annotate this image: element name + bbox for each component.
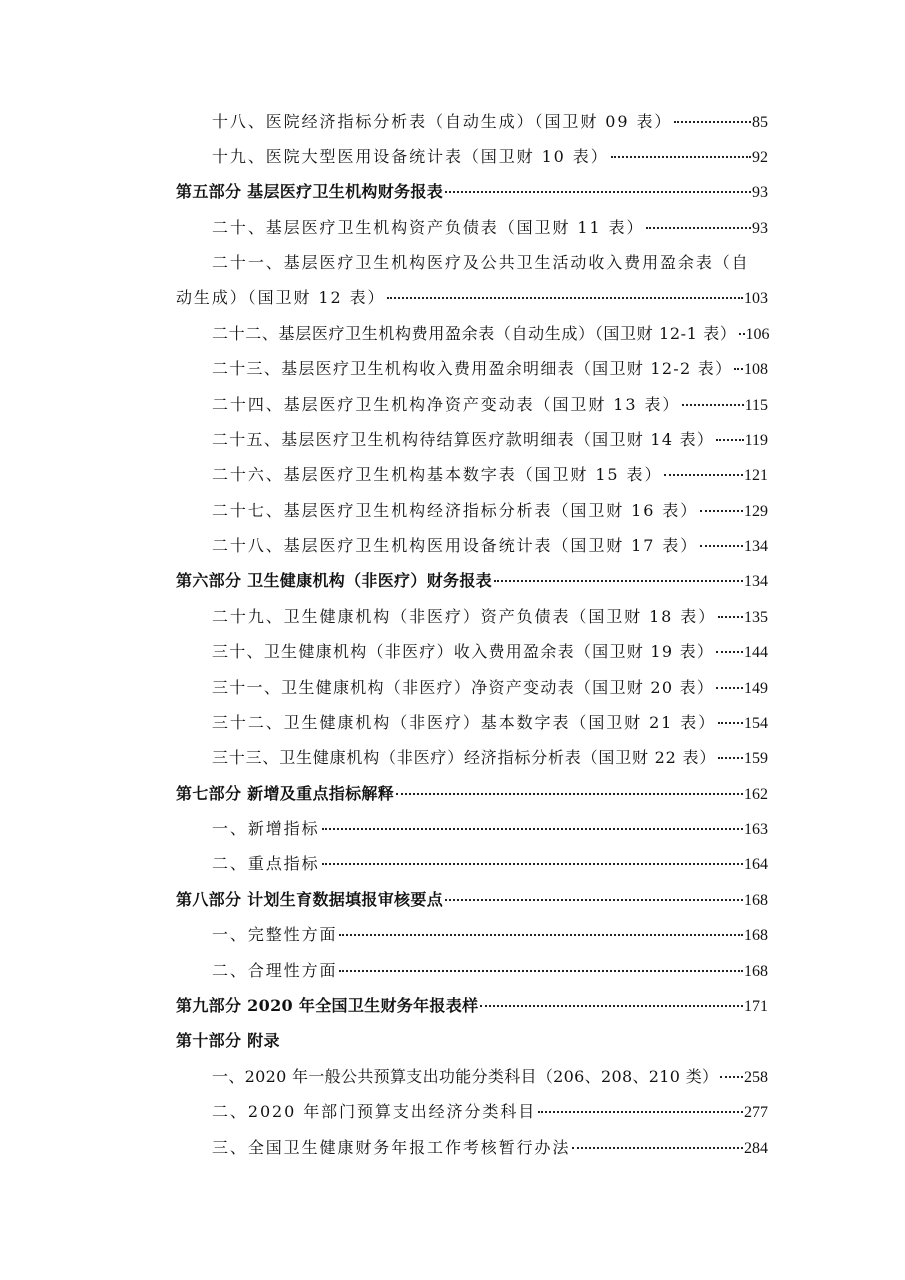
toc-entry-page: 134 bbox=[744, 538, 768, 555]
toc-entry-title: 二、重点指标 bbox=[212, 854, 320, 873]
dot-leader bbox=[445, 899, 743, 901]
dot-leader bbox=[322, 828, 743, 830]
toc-entry-page: 119 bbox=[744, 432, 768, 449]
toc-entry-page: 135 bbox=[744, 609, 768, 626]
toc-entry[interactable] bbox=[212, 960, 768, 982]
toc-entry[interactable] bbox=[212, 747, 768, 769]
toc-entry-title: 一、新增指标 bbox=[212, 819, 320, 838]
toc-entry-title: 十八、医院经济指标分析表（自动生成）（国卫财 09 表） bbox=[212, 112, 673, 131]
toc-entry[interactable] bbox=[212, 464, 768, 486]
toc-entry-page: 103 bbox=[744, 290, 768, 307]
dot-leader bbox=[387, 297, 743, 299]
toc-entry-title: 第十部分 附录 bbox=[176, 1031, 280, 1050]
dot-leader bbox=[716, 651, 743, 653]
toc-entry-title: 二十二、基层医疗卫生机构费用盈余表（自动生成）（国卫财 12-1 表） bbox=[212, 324, 737, 343]
toc-entry-page: 284 bbox=[744, 1140, 768, 1157]
toc-entry-title: 二十九、卫生健康机构（非医疗）资产负债表（国卫财 18 表） bbox=[212, 607, 717, 626]
toc-entry-page: 168 bbox=[744, 963, 768, 980]
toc-entry-page: 168 bbox=[744, 892, 768, 909]
toc-entry[interactable] bbox=[212, 394, 768, 416]
toc-entry-title: 一、2020 年一般公共预算支出功能分类科目（206、208、210 类） bbox=[212, 1067, 719, 1086]
toc-entry-page: 168 bbox=[744, 927, 768, 944]
toc-entry[interactable] bbox=[212, 606, 768, 628]
toc-entry-page: 162 bbox=[744, 786, 768, 803]
toc-entry-title: 三十一、卫生健康机构（非医疗）净资产变动表（国卫财 20 表） bbox=[212, 678, 715, 697]
dot-leader bbox=[445, 191, 751, 193]
toc-entry[interactable] bbox=[212, 712, 768, 734]
dot-leader bbox=[646, 227, 751, 229]
toc-entry-page: 144 bbox=[744, 644, 768, 661]
dot-leader bbox=[718, 722, 743, 724]
toc-entry-page: 92 bbox=[752, 149, 768, 166]
dot-leader bbox=[538, 1111, 743, 1113]
toc-entry[interactable] bbox=[212, 111, 768, 133]
dot-leader bbox=[664, 474, 743, 476]
toc-entry-title: 二十六、基层医疗卫生机构基本数字表（国卫财 15 表） bbox=[212, 465, 663, 484]
toc-entry-page: 93 bbox=[752, 220, 768, 237]
toc-entry[interactable] bbox=[212, 358, 768, 380]
toc-entry-title: 十九、医院大型医用设备统计表（国卫财 10 表） bbox=[212, 147, 609, 166]
toc-entry[interactable] bbox=[212, 677, 768, 699]
toc-entry[interactable] bbox=[212, 853, 768, 875]
toc-entry[interactable] bbox=[212, 641, 768, 663]
toc-entry[interactable] bbox=[212, 818, 768, 840]
toc-entry-page: 93 bbox=[752, 184, 768, 201]
toc-entry-title: 动生成）（国卫财 12 表） bbox=[176, 288, 386, 307]
toc-entry-title: 二十八、基层医疗卫生机构医用设备统计表（国卫财 17 表） bbox=[212, 536, 699, 555]
dot-leader bbox=[700, 545, 743, 547]
toc-entry-page: 159 bbox=[744, 750, 768, 767]
toc-entry-page: 277 bbox=[744, 1104, 768, 1121]
toc-entry-title: 第五部分 基层医疗卫生机构财务报表 bbox=[176, 182, 444, 201]
toc-part-heading[interactable] bbox=[176, 181, 768, 203]
toc-entry-title: 二十一、基层医疗卫生机构医疗及公共卫生活动收入费用盈余表（自 bbox=[212, 253, 750, 272]
toc-entry[interactable] bbox=[212, 500, 768, 522]
toc-entry-page: 164 bbox=[744, 856, 768, 873]
toc-entry-page: 134 bbox=[744, 573, 768, 590]
toc-entry-title: 二、合理性方面 bbox=[212, 961, 338, 980]
toc-entry-title: 一、完整性方面 bbox=[212, 925, 338, 944]
toc-entry[interactable] bbox=[212, 429, 768, 451]
toc-part-heading[interactable] bbox=[176, 570, 768, 592]
toc-entry-title: 三十二、卫生健康机构（非医疗）基本数字表（国卫财 21 表） bbox=[212, 713, 717, 732]
dot-leader bbox=[734, 368, 743, 370]
toc-entry-title: 三、全国卫生健康财务年报工作考核暂行办法 bbox=[212, 1138, 571, 1157]
toc-entry-page: 154 bbox=[744, 715, 768, 732]
dot-leader bbox=[720, 1076, 743, 1078]
toc-entry-page: 171 bbox=[744, 998, 768, 1015]
dot-leader bbox=[739, 333, 745, 335]
toc-entry-title: 二十、基层医疗卫生机构资产负债表（国卫财 11 表） bbox=[212, 218, 645, 237]
toc-entry-page: 108 bbox=[744, 361, 768, 378]
toc-entry[interactable] bbox=[212, 535, 768, 557]
toc-entry-title: 二十五、基层医疗卫生机构待结算医疗款明细表（国卫财 14 表） bbox=[212, 430, 715, 449]
toc-entry-title: 二十七、基层医疗卫生机构经济指标分析表（国卫财 16 表） bbox=[212, 501, 699, 520]
toc-entry-title: 二十三、基层医疗卫生机构收入费用盈余明细表（国卫财 12-2 表） bbox=[212, 359, 733, 378]
toc-entry[interactable] bbox=[212, 146, 768, 168]
dot-leader bbox=[339, 934, 743, 936]
toc-entry-page: 163 bbox=[744, 821, 768, 838]
dot-leader bbox=[494, 580, 743, 582]
dot-leader bbox=[611, 156, 751, 158]
toc-entry-wrapped-second[interactable] bbox=[176, 287, 768, 309]
toc-entry-title: 三十三、卫生健康机构（非医疗）经济指标分析表（国卫财 22 表） bbox=[212, 748, 717, 767]
toc-entry[interactable] bbox=[212, 217, 768, 239]
dot-leader bbox=[396, 793, 743, 795]
toc-entry-title: 第六部分 卫生健康机构（非医疗）财务报表 bbox=[176, 571, 492, 590]
toc-entry-page: 85 bbox=[752, 114, 768, 131]
toc-entry-page: 129 bbox=[744, 503, 768, 520]
dot-leader bbox=[682, 404, 743, 406]
toc-part-heading[interactable] bbox=[176, 1030, 768, 1052]
toc-entry-title: 三十、卫生健康机构（非医疗）收入费用盈余表（国卫财 19 表） bbox=[212, 642, 715, 661]
dot-leader bbox=[718, 616, 743, 618]
toc-part-heading[interactable] bbox=[176, 889, 768, 911]
toc-entry-page: 121 bbox=[744, 467, 768, 484]
toc-entry-page: 115 bbox=[744, 397, 768, 414]
toc-entry-page: 258 bbox=[744, 1069, 768, 1086]
dot-leader bbox=[322, 863, 743, 865]
toc-part-heading[interactable] bbox=[176, 783, 768, 805]
toc-entry[interactable] bbox=[212, 1101, 768, 1123]
dot-leader bbox=[718, 757, 743, 759]
toc-entry[interactable] bbox=[212, 924, 768, 946]
toc-entry-wrapped-first[interactable] bbox=[212, 252, 768, 274]
dot-leader bbox=[339, 970, 743, 972]
dot-leader bbox=[572, 1147, 743, 1149]
toc-entry-title: 第八部分 计划生育数据填报审核要点 bbox=[176, 890, 444, 909]
toc-entry[interactable] bbox=[212, 1137, 768, 1159]
dot-leader bbox=[716, 439, 743, 441]
toc-entry[interactable] bbox=[212, 1066, 768, 1088]
toc-entry-page: 106 bbox=[745, 326, 770, 343]
toc-entry-title: 第九部分 2020 年全国卫生财务年报表样 bbox=[176, 996, 479, 1015]
dot-leader bbox=[716, 687, 743, 689]
dot-leader bbox=[700, 510, 743, 512]
dot-leader bbox=[674, 121, 751, 123]
toc-entry-title: 第七部分 新增及重点指标解释 bbox=[176, 784, 395, 803]
toc-entry-title: 二十四、基层医疗卫生机构净资产变动表（国卫财 13 表） bbox=[212, 395, 681, 414]
toc-entry-page: 149 bbox=[744, 680, 768, 697]
toc-part-heading[interactable] bbox=[176, 995, 768, 1017]
dot-leader bbox=[480, 1005, 743, 1007]
toc-entry[interactable] bbox=[212, 323, 768, 345]
toc-entry-title: 二、2020 年部门预算支出经济分类科目 bbox=[212, 1102, 537, 1121]
